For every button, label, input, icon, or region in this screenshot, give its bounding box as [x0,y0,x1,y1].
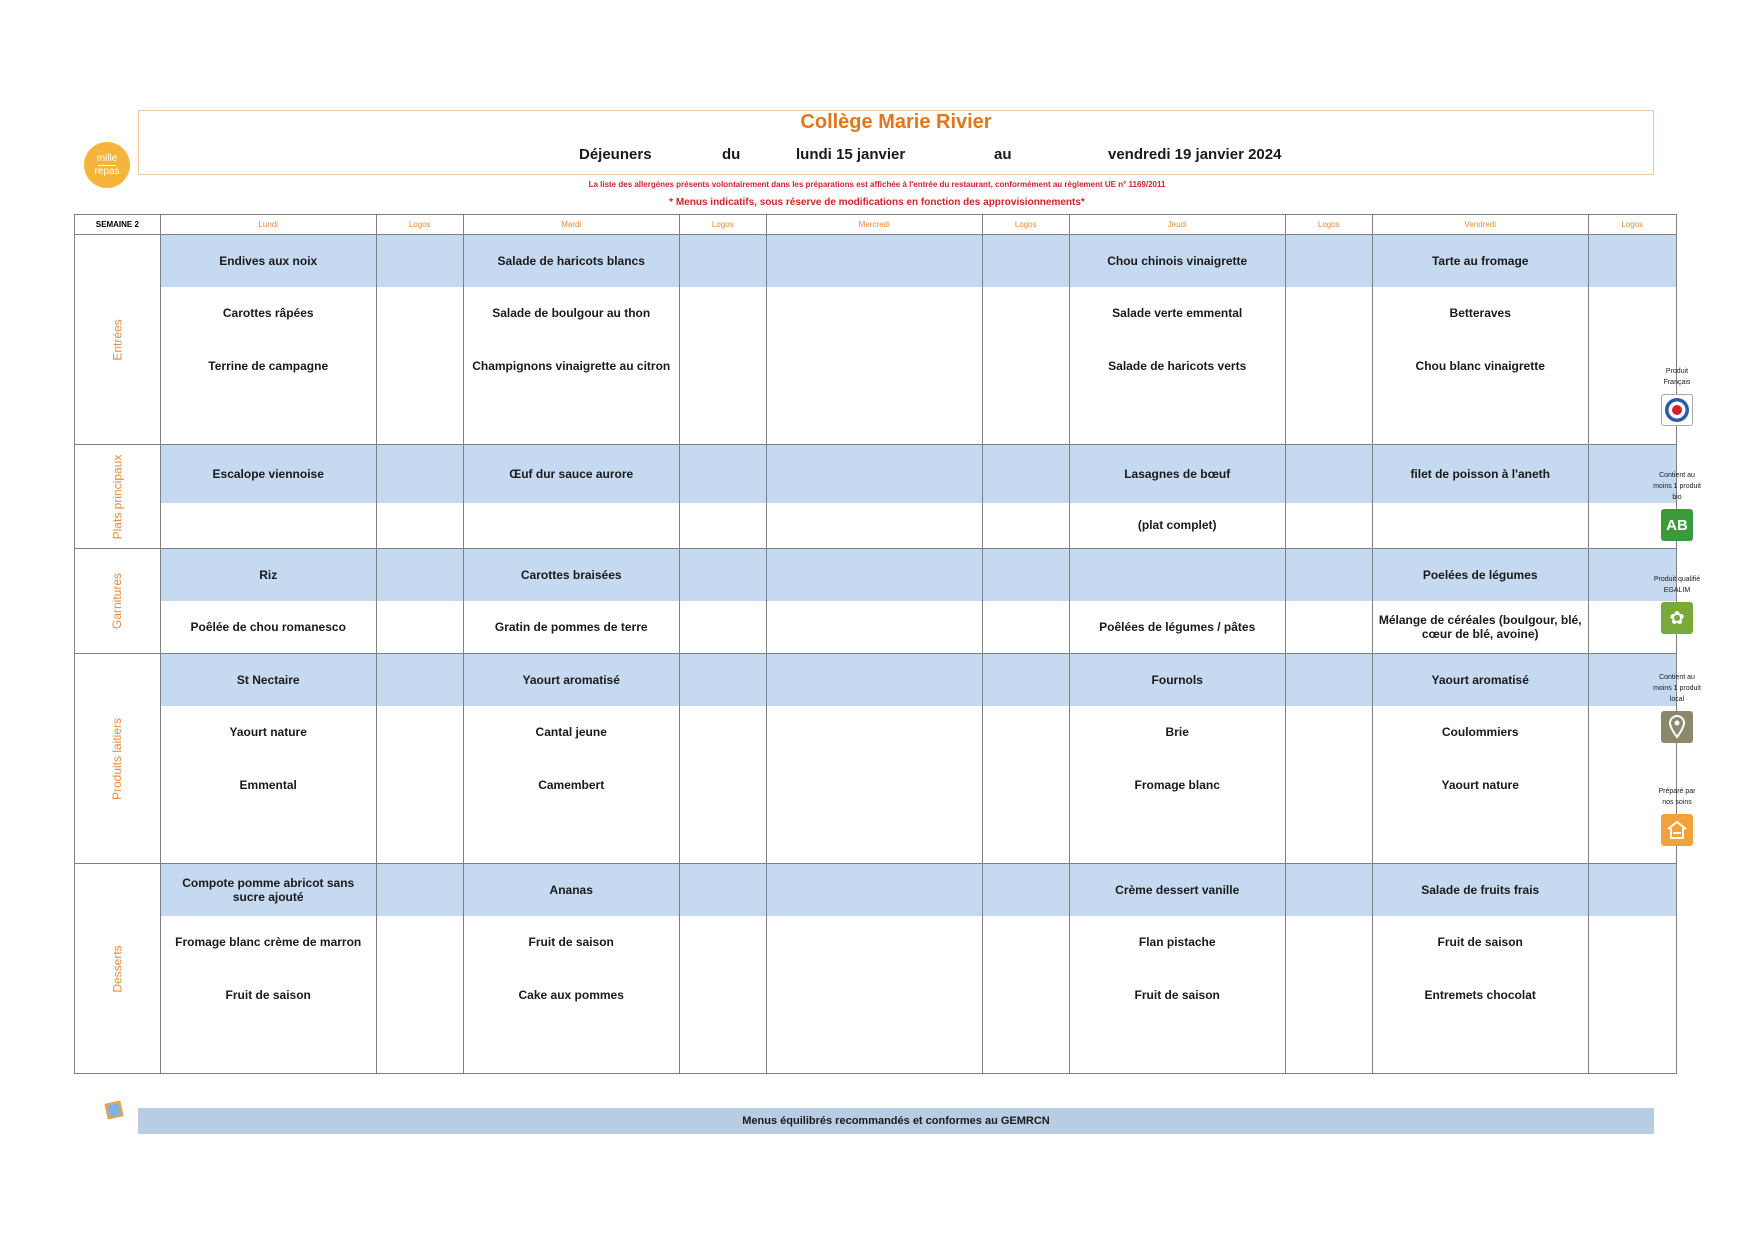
logo-cell [982,654,1069,706]
category-name: Produits laitiers [110,717,125,800]
table-row [75,969,1677,1022]
category-label [75,549,161,654]
menu-dish [766,916,982,969]
logo-cell [376,916,463,969]
menu-dish: Lasagnes de bœuf [1069,445,1285,503]
table-row [75,864,1677,916]
menu-dish [463,1022,679,1074]
menu-dish [766,503,982,549]
logo-cell [982,812,1069,864]
menu-dish: Fruit de saison [1372,916,1588,969]
legend-label: Contient au moins 1 produit local [1653,674,1701,703]
logo-cell [376,1022,463,1074]
logo-cell [376,969,463,1022]
table-row [75,759,1677,812]
menu-dish: Escalope viennoise [160,445,376,503]
menu-dish: Salade de haricots blancs [463,235,679,287]
logo-cell [1285,759,1372,812]
menu-dish: Fromage blanc [1069,759,1285,812]
table-row [75,340,1677,392]
menu-dish: Camembert [463,759,679,812]
meal-label: Déjeuners [579,146,652,163]
logo-cell [982,287,1069,340]
menu-dish [1372,812,1588,864]
menu-dish: Ananas [463,864,679,916]
logo-cell [1285,969,1372,1022]
week-label: SEMAINE 2 [75,215,161,235]
menu-dish: Crème dessert vanille [1069,864,1285,916]
table-row [75,654,1677,706]
category-label [75,445,161,549]
logo-cell [1588,1022,1676,1074]
menu-dish [766,235,982,287]
menu-dish: Mélange de céréales (boulgour, blé, cœur de blé, avoine) [1372,601,1588,654]
legend-label: Contient au moins 1 produit bio [1653,472,1701,501]
menu-dish: (plat complet) [1069,503,1285,549]
logo-cell [982,916,1069,969]
menu-dish: Entremets chocolat [1372,969,1588,1022]
menu-dish [463,503,679,549]
legend-label: Produit qualifié EGALIM [1653,576,1701,594]
legend-item [1652,786,1702,846]
day-header: Vendredi [1372,215,1588,235]
logo-cell [679,549,766,601]
legend-item [1652,574,1702,634]
logo-cell [679,1022,766,1074]
menu-dish: Chou chinois vinaigrette [1069,235,1285,287]
menu-dish: Brie [1069,706,1285,759]
logo-cell [1285,654,1372,706]
logo-cell [1588,864,1676,916]
logo-cell [1285,392,1372,445]
logo-cell [982,1022,1069,1074]
category-name: Desserts [110,944,125,993]
table-row [75,916,1677,969]
logo-cell [679,706,766,759]
category-label [75,864,161,1074]
logo-cell [982,392,1069,445]
day-header: Mardi [463,215,679,235]
logo-cell [376,235,463,287]
legend-label: Préparé par nos soins [1658,788,1696,806]
logos-header: Logos [1285,215,1372,235]
logo-cell [376,340,463,392]
menu-dish [766,654,982,706]
end-date: vendredi 19 janvier 2024 [1108,146,1282,163]
logo-cell [1285,812,1372,864]
du-label: du [722,146,741,163]
logo-cell [376,549,463,601]
day-header: Jeudi [1069,215,1285,235]
logo-cell [982,549,1069,601]
logo-cell [982,706,1069,759]
table-row [75,392,1677,445]
menu-dish: Salade de boulgour au thon [463,287,679,340]
logos-header: Logos [1588,215,1676,235]
logo-cell [1588,287,1676,340]
menu-dish: Emmental [160,759,376,812]
start-date: lundi 15 janvier [796,146,906,163]
menu-dish: Yaourt nature [1372,759,1588,812]
menu-dish: Cake aux pommes [463,969,679,1022]
menu-dish [766,445,982,503]
house-icon [1661,814,1693,846]
header-box [138,110,1654,175]
menu-dish: Terrine de campagne [160,340,376,392]
menu-dish [766,864,982,916]
logo-cell [376,864,463,916]
logo-cell [1285,864,1372,916]
logo-line1: mille [96,152,118,164]
logo-cell [679,864,766,916]
menu-dish [766,340,982,392]
logo-cell [982,969,1069,1022]
logo-cell [1285,1022,1372,1074]
menu-dish: Salade verte emmental [1069,287,1285,340]
logo-cell [1285,235,1372,287]
logo-cell [982,601,1069,654]
logo-cell [679,445,766,503]
logo-cell [376,601,463,654]
table-row [75,503,1677,549]
logo-cell [679,759,766,812]
menu-dish: Poêlées de légumes / pâtes [1069,601,1285,654]
logo-cell [679,392,766,445]
menu-dish: Fruit de saison [160,969,376,1022]
table-row [75,235,1677,287]
day-header: Lundi [160,215,376,235]
day-header: Mercredi [766,215,982,235]
category-name: Entrées [110,318,125,361]
logo-cell [679,340,766,392]
menu-dish [160,1022,376,1074]
category-name: Plats principaux [110,454,125,539]
menu-dish: Endives aux noix [160,235,376,287]
logo-cell [1588,969,1676,1022]
category-label [75,235,161,445]
menu-dish [463,812,679,864]
logo-cell [982,445,1069,503]
menu-dish: Yaourt nature [160,706,376,759]
menu-dish [1372,503,1588,549]
menu-table [74,214,1677,1074]
logo-line2: repas [94,165,120,177]
logo-cell [1285,549,1372,601]
footer-banner: Menus équilibrés recommandés et conformes au GEMRCN [138,1108,1654,1134]
menu-dish: Riz [160,549,376,601]
menu-dish: Champignons vinaigrette au citron [463,340,679,392]
ab-organic-icon: AB [1661,509,1693,541]
menu-dish [160,503,376,549]
menu-dish: Carottes braisées [463,549,679,601]
menu-dish [1069,549,1285,601]
logo-cell [679,916,766,969]
logo-cell [982,340,1069,392]
logo-cell [982,864,1069,916]
legend-item [1652,366,1702,426]
menu-dish: Yaourt aromatisé [1372,654,1588,706]
menu-dish [1372,1022,1588,1074]
page-title: Collège Marie Rivier [800,111,992,133]
category-label [75,654,161,864]
logo-cell [1285,601,1372,654]
menu-dish [766,969,982,1022]
table-row [75,445,1677,503]
menu-dish: Chou blanc vinaigrette [1372,340,1588,392]
logos-header: Logos [376,215,463,235]
logo-cell [679,287,766,340]
logo-cell [679,654,766,706]
menu-dish [766,1022,982,1074]
logo-cell [376,445,463,503]
menu-dish: Fruit de saison [463,916,679,969]
logo-cell [982,503,1069,549]
logo-cell [1588,916,1676,969]
menu-dish: Coulommiers [1372,706,1588,759]
egalim-flower-icon: ✿ [1661,602,1693,634]
menu-dish: Poêlée de chou romanesco [160,601,376,654]
indicative-notice: * Menus indicatifs, sous réserve de modifications en fonction des approvisionnements* [669,197,1085,208]
table-row [75,706,1677,759]
menu-dish [766,287,982,340]
logo-cell [679,503,766,549]
au-label: au [994,146,1012,163]
allergen-notice: La liste des allergènes présents volontairement dans les préparations est affichée à l'entrée du restaurant, conformément au règlement UE n° 1169/2011 [588,180,1166,189]
logo-cell [679,235,766,287]
menu-dish: Carottes râpées [160,287,376,340]
menu-dish [766,706,982,759]
logo-cell [679,812,766,864]
logo-cell [376,287,463,340]
logo-cell [376,392,463,445]
menu-dish: Compote pomme abricot sans sucre ajouté [160,864,376,916]
logo-cell [376,654,463,706]
menu-dish [160,392,376,445]
menu-dish: Tarte au fromage [1372,235,1588,287]
category-name: Garnitures [110,572,125,630]
table-row [75,549,1677,601]
logo-cell [376,759,463,812]
logo-cell [982,235,1069,287]
logo-cell [376,706,463,759]
footer-decoration-icon [105,1101,124,1120]
logo-cell [1285,445,1372,503]
menu-dish: Betteraves [1372,287,1588,340]
menu-dish: Œuf dur sauce aurore [463,445,679,503]
legend-item [1652,672,1702,743]
french-roundel-icon [1661,394,1693,426]
menu-dish [766,812,982,864]
menu-dish [766,759,982,812]
menu-dish [1372,392,1588,445]
menu-dish [766,601,982,654]
logos-header: Logos [982,215,1069,235]
menu-dish: Cantal jeune [463,706,679,759]
table-row [75,1022,1677,1074]
logo-cell [376,503,463,549]
menu-dish: Fournols [1069,654,1285,706]
table-row [75,287,1677,340]
legend-label: Produit Français [1663,368,1691,386]
logo-cell [679,969,766,1022]
menu-dish [160,812,376,864]
menu-dish: Fromage blanc crème de marron [160,916,376,969]
logo-cell [1588,235,1676,287]
logo-cell [1285,503,1372,549]
menu-dish: Fruit de saison [1069,969,1285,1022]
menu-dish [463,392,679,445]
logo-cell [1285,287,1372,340]
logo-cell [1285,706,1372,759]
logo-cell [982,759,1069,812]
logo-cell [376,812,463,864]
menu-dish [1069,812,1285,864]
logos-header: Logos [679,215,766,235]
menu-dish [1069,392,1285,445]
table-row [75,601,1677,654]
menu-dish [766,392,982,445]
table-row [75,812,1677,864]
menu-dish [766,549,982,601]
menu-dish: Yaourt aromatisé [463,654,679,706]
menu-dish: Salade de fruits frais [1372,864,1588,916]
menu-dish: Poelées de légumes [1372,549,1588,601]
menu-dish [1069,1022,1285,1074]
logo-cell [1285,340,1372,392]
legend-item [1652,470,1702,541]
menu-dish: filet de poisson à l'aneth [1372,445,1588,503]
location-pin-icon [1661,711,1693,743]
menu-dish: Salade de haricots verts [1069,340,1285,392]
menu-dish: St Nectaire [160,654,376,706]
logo-cell [1285,916,1372,969]
menu-dish: Flan pistache [1069,916,1285,969]
menu-dish: Gratin de pommes de terre [463,601,679,654]
logo-cell [679,601,766,654]
